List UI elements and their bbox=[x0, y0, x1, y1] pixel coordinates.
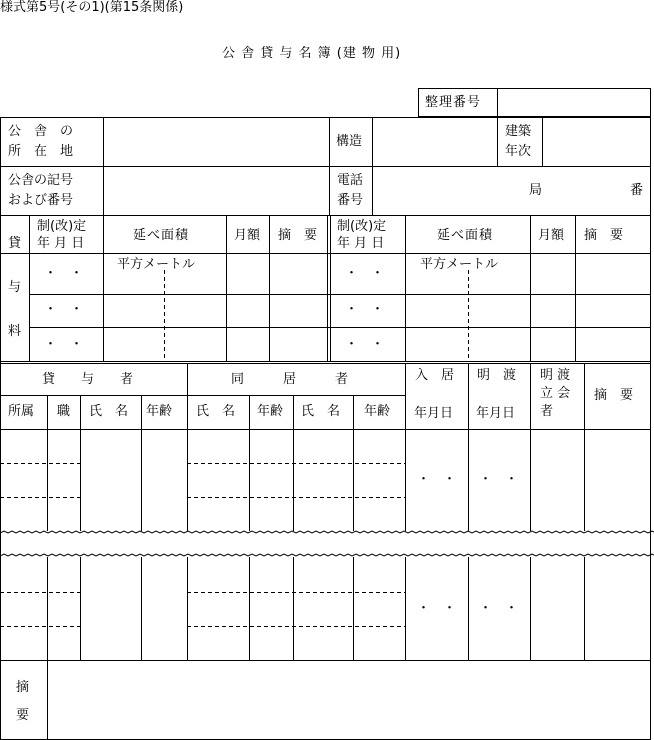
move-out-header: 明 渡 bbox=[477, 368, 517, 383]
lender-name-header: 氏 名 bbox=[89, 404, 129, 419]
move-out-date-dots: ・ ・ bbox=[479, 472, 519, 487]
lease-date-dots: ・ ・ bbox=[44, 337, 84, 352]
cohabit-name-header-1: 氏 名 bbox=[196, 404, 236, 419]
lease-side-3: 料 bbox=[8, 324, 22, 339]
structure-value-cell[interactable] bbox=[374, 119, 495, 164]
break-line-bottom bbox=[0, 554, 654, 556]
move-out-ymd: 年月日 bbox=[476, 406, 516, 421]
lease-date-dots: ・ ・ bbox=[345, 302, 385, 317]
phone-kyoku: 局 bbox=[529, 183, 543, 198]
witness-header-1: 明 渡 bbox=[540, 368, 571, 383]
lease-note-header: 摘 要 bbox=[278, 228, 318, 243]
remarks-label-2: 要 bbox=[16, 708, 30, 723]
cohabit-name-header-2: 氏 名 bbox=[301, 404, 341, 419]
cohabit-age-header-1: 年齢 bbox=[257, 404, 284, 419]
lease-date-dots: ・ ・ bbox=[345, 337, 385, 352]
dept-header: 所属 bbox=[8, 404, 35, 419]
lender-header: 貸 与 者 bbox=[42, 372, 134, 387]
lease-date-header-r1: 制(改)定 bbox=[337, 219, 387, 234]
lease-side-1: 貸 bbox=[8, 236, 22, 251]
lease-area-header-r: 延べ面積 bbox=[437, 228, 494, 243]
cohabit-age-header-2: 年齢 bbox=[364, 404, 391, 419]
location-label-1: 公 舎 の bbox=[8, 124, 74, 139]
symbol-value-cell[interactable] bbox=[105, 168, 327, 213]
lease-date-header-2: 年 月 日 bbox=[37, 236, 85, 251]
cohabit-header: 同 居 者 bbox=[231, 372, 349, 387]
lease-unit-left: 平方メートル bbox=[117, 257, 196, 272]
post-header: 職 bbox=[57, 404, 71, 419]
move-in-header: 入 居 bbox=[415, 368, 455, 383]
symbol-label-2: および番号 bbox=[8, 193, 74, 208]
built-label-1: 建築 bbox=[505, 124, 532, 139]
remarks-value-cell[interactable] bbox=[49, 662, 649, 738]
page-title: 公 舎 貸 与 名 簿 (建 物 用) bbox=[222, 46, 402, 61]
remarks-label-1: 摘 bbox=[16, 680, 30, 695]
move-in-date-dots: ・ ・ bbox=[417, 472, 457, 487]
break-line-top bbox=[0, 531, 654, 533]
lease-area-header: 延べ面積 bbox=[133, 228, 190, 243]
symbol-label-1: 公舎の記号 bbox=[8, 173, 74, 188]
lease-date-dots: ・ ・ bbox=[44, 302, 84, 317]
lease-date-dots: ・ ・ bbox=[44, 266, 84, 281]
move-in-date-dots: ・ ・ bbox=[417, 601, 457, 616]
phone-ban: 番 bbox=[630, 183, 644, 198]
lease-monthly-header-r: 月額 bbox=[538, 228, 565, 243]
lease-date-dots: ・ ・ bbox=[345, 266, 385, 281]
lease-unit-right: 平方メートル bbox=[420, 257, 499, 272]
form-label: 様式第5号(その1)(第15条関係) bbox=[0, 0, 184, 15]
lease-date-header-1: 制(改)定 bbox=[37, 219, 87, 234]
seiri-label: 整理番号 bbox=[425, 95, 482, 110]
location-label-2: 所 在 地 bbox=[8, 144, 74, 159]
move-out-date-dots: ・ ・ bbox=[479, 601, 519, 616]
phone-label-1: 電話 bbox=[337, 173, 364, 188]
seiri-value-cell[interactable] bbox=[499, 90, 649, 115]
lease-side-2: 与 bbox=[8, 280, 22, 295]
lender-age-header: 年齢 bbox=[146, 404, 173, 419]
phone-label-2: 番号 bbox=[337, 193, 364, 208]
move-in-ymd: 年月日 bbox=[414, 406, 454, 421]
witness-header-3: 者 bbox=[540, 404, 554, 419]
built-label-2: 年次 bbox=[505, 144, 532, 159]
built-year-value-cell[interactable] bbox=[544, 119, 648, 164]
structure-label: 構造 bbox=[336, 134, 363, 149]
lease-monthly-header: 月額 bbox=[234, 228, 261, 243]
location-value-cell[interactable] bbox=[105, 119, 327, 164]
occupant-note-header: 摘 要 bbox=[594, 388, 634, 403]
lease-note-header-r: 摘 要 bbox=[584, 228, 624, 243]
lease-date-header-r2: 年 月 日 bbox=[337, 236, 385, 251]
witness-header-2: 立 会 bbox=[540, 386, 571, 401]
